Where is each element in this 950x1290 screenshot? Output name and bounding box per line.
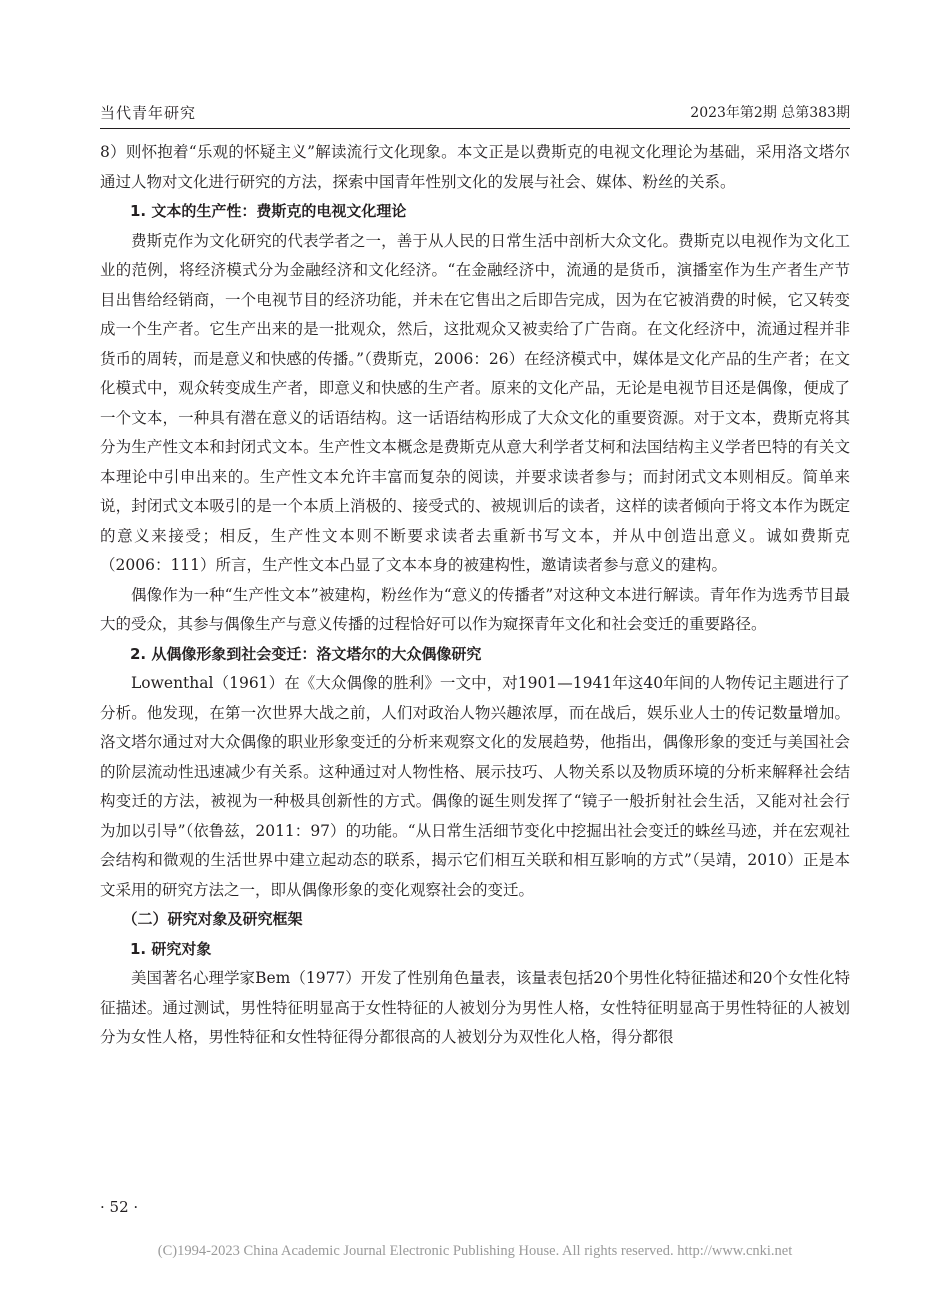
subsection-heading: 1. 研究对象 [130,939,212,958]
journal-title: 当代青年研究 [100,104,197,122]
paragraph: 偶像作为一种“生产性文本”被建构，粉丝作为“意义的传播者”对这种文本进行解读。青年作为选秀节目最大的受众，其参与偶像生产与意义传播的过程恰好可以作为窥探青年文化和社会变迁的重要路径。 [100,585,850,633]
page-number: · 52 · [100,1198,139,1216]
paragraph: Lowenthal（1961）在《大众偶像的胜利》一文中，对1901—1941年这40年间的人物传记主题进行了分析。他发现，在第一次世界大战之前，人们对政治人物兴趣浓厚，而在战后，娱乐业人士的传记数量增加。洛文塔尔通过对大众偶像的职业形象变迁的分析来观察文化的发展趋势，他指出，偶像形象的变迁与美国社会的阶层流动性迅速减少有关系。这种通过对人物性格、展示技巧、人物关系以及物质环境的分析来解释社会结构变迁的方法，被视为一种极具创新性的方式。偶像的诞生则发挥了“镜子一般折射社会生活，又能对社会行为加以引导”（依鲁兹，2011：97）的功能。“从日常生活细节变化中挖掘出社会变迁的蛛丝马迹，并在宏观社会结构和微观的生活世界中建立起动态的联系，揭示它们相互关联和相互影响的方式”（吴靖，2010）正是本文采用的研究方法之一，即从偶像形象的变化观察社会的变迁。 [100,674,850,899]
article-body [100,138,850,1053]
subsection-heading: 2. 从偶像形象到社会变迁：洛文塔尔的大众偶像研究 [130,644,482,663]
section-heading: （二）研究对象及研究框架 [122,910,303,928]
copyright-watermark: (C)1994-2023 China Academic Journal Electronic Publishing House. All rights reserved. http://www.cnki.net [157,1243,793,1259]
subsection-heading: 1. 文本的生产性：费斯克的电视文化理论 [130,202,407,220]
paragraph: 8）则怀抱着“乐观的怀疑主义”解读流行文化现象。本文正是以费斯克的电视文化理论为基础，采用洛文塔尔通过人物对文化进行研究的方法，探索中国青年性别文化的发展与社会、媒体、粉丝的关系。 [100,143,850,191]
paragraph: 费斯克作为文化研究的代表学者之一，善于从人民的日常生活中剖析大众文化。费斯克以电视作为文化工业的范例，将经济模式分为金融经济和文化经济。“在金融经济中，流通的是货币，演播室作为生产者生产节目出售给经销商，一个电视节目的经济功能，并未在它售出之后即告完成，因为在它被消费的时候，它又转变成一个生产者。它生产出来的是一批观众，然后，这批观众又被卖给了广告商。在文化经济中，流通过程并非货币的周转，而是意义和快感的传播。”（费斯克，2006：26）在经济模式中，媒体是文化产品的生产者；在文化模式中，观众转变成生产者，即意义和快感的生产者。原来的文化产品，无论是电视节目还是偶像，便成了一个文本，一种具有潜在意义的话语结构。这一话语结构形成了大众文化的重要资源。对于文本，费斯克将其分为生产性文本和封闭式文本。生产性文本概念是费斯克从意大利学者艾柯和法国结构主义学者巴特的有关文本理论中引申出来的。生产性文本允许丰富而复杂的阅读，并要求读者参与；而封闭式文本则相反。简单来说，封闭式文本吸引的是一个本质上消极的、接受式的、被规训后的读者，这样的读者倾向于将文本作为既定的意义来接受；相反，生产性文本则不断要求读者去重新书写文本，并从中创造出意义。诚如费斯克（2006：111）所言，生产性文本凸显了文本本身的被建构性，邀请读者参与意义的建构。 [100,231,850,574]
paragraph: 美国著名心理学家Bem（1977）开发了性别角色量表，该量表包括20个男性化特征描述和20个女性化特征描述。通过测试，男性特征明显高于女性特征的人被划分为男性人格，女性特征明显高于男性特征的人被划分为女性人格，男性特征和女性特征得分都很高的人被划分为双性化人格，得分都很 [100,969,850,1046]
issue-info: 2023年第2期 总第383期 [690,105,850,121]
header-divider [100,128,850,129]
